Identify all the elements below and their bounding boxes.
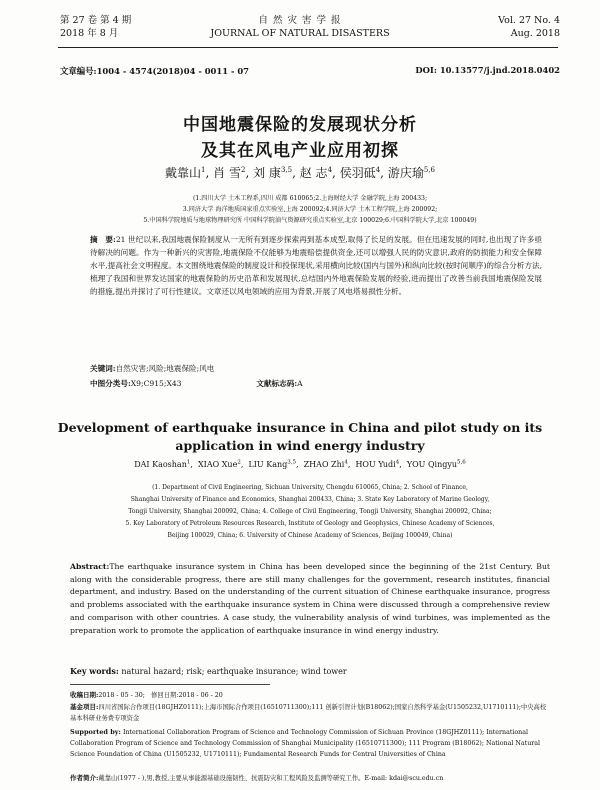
footnote-supported: Supported by: International Collaboration Program of Science and Technology Commission of Sichuan Province (18GJHZ0111); International Collaboration Program of Science and Technology Commission of Shanghai Municipality (16510711300); 111 Program (B18062); National Natural Science Foundation of China (U1505232, U1710111); Fundamental Research Funds for Central Universities of China — [70, 728, 541, 759]
abstract-cn-label: 摘 要: — [90, 235, 116, 244]
doc-code-value: A — [297, 379, 303, 388]
author-cn: 刘 康$^{3,5}$, — [253, 166, 296, 180]
affiliation-cn-line: (1.四川大学 土木工程系,四川 成都 610065;2.上海财经大学 金融学院,上海 200433; — [192, 195, 428, 202]
keywords-cn — [90, 362, 542, 375]
affiliation-en-line: Tongji University, Shanghai 200092, China; 4. College of Civil Engineering, Tongji University, Shanghai 200092, China; — [128, 508, 492, 515]
abstract-en-text: The earthquake insurance system in China has been developed since the beginning of the 21st Century. But along with the considerable progress, there are still many challenges for the government, research institutes, financial department, and industry. Based on the understanding of the current situation of Chinese earthquake insurance, progress and problems associated with the earthquake insurance system in China were discussed through a comprehensive review and comparison with other countries. A case study, the vulnerability analysis of wind turbines, was implemented as the preparation work to promote the application of earthquake insurance in wind energy industry. — [70, 562, 550, 635]
author-en: XIAO Xue$^2$, — [197, 459, 244, 469]
affiliation-cn-line: 3.同济大学 海洋地质国家重点实验室,上海 200092;4.同济大学 土木工程学院,上海 200092; — [182, 206, 438, 213]
title-en-line2: application in wind energy industry — [175, 438, 425, 453]
author-en: ZHAO Zhi$^4$, — [303, 459, 351, 469]
doi: DOI: 10.13577/j.jnd.2018.0402 — [415, 65, 560, 75]
title-en-line1: Development of earthquake insurance in China and pilot study on its — [57, 420, 543, 435]
abstract-cn-text: 21 世纪以来,我国地震保险制度从一无所有到逐步探索再到基本成型,取得了长足的发展。但在迅速发展的同时,也出现了许多亟待解决的问题。作为一种新兴的灾害险,地震保险不仅能够为地震赔偿提供资金,还可以增强人民的防灾意识,政府的防损能力和安全保障水平,提高社会文明程度。本文围绕地震保险的制度设计和投保现状,采用横向比较(国内与国外)和纵向比较(按时间顺序)的综合分析方法,梳理了我国和世界发达国家的地震保险的历史沿革和发展现状,总结国内外地震保险发展的经验,进而提出了改善当前我国地震保险发展的措施,提出并探讨了可行性建议。文章还以风电领域的应用为背景,开展了风电塔易损性分析。 — [90, 235, 543, 296]
footnote-rule — [70, 684, 270, 685]
affiliation-en-line: (1. Department of Civil Engineering, Sichuan University, Chengdu 610065, China; 2. School of Finance, — [152, 484, 468, 491]
title-cn-line2: 及其在风电产业应用初探 — [201, 141, 399, 161]
affiliation-en-line: Shanghai University of Finance and Economics, Shanghai 200433, China; 3. State Key Laboratory of Marine Geology, — [130, 496, 490, 503]
header-volume-en: Vol. 27 No. 4 — [498, 15, 560, 26]
clc-label: 中图分类号: — [90, 379, 131, 388]
header-volume-cn: 第 27 卷 第 4 期 — [60, 15, 132, 26]
affiliations-en — [95, 482, 525, 542]
affiliation-en-line: 5. Key Laboratory of Petroleum Resources Research, Institute of Geology and Geophysics, Chinese Academy of Sciences, — [125, 520, 495, 527]
affiliations-cn — [70, 193, 550, 226]
header-date-en: Aug. 2018 — [510, 28, 560, 39]
author-cn: 戴靠山$^1$, — [165, 166, 210, 180]
clc-value: X9;C915;X43 — [130, 379, 182, 388]
header-journal-en: JOURNAL OF NATURAL DISASTERS — [210, 28, 390, 39]
author-cn: 肖 雪$^2$, — [213, 166, 250, 180]
header-date-cn: 2018 年 8 月 — [60, 28, 119, 39]
article-id: 文章编号:1004 - 4574(2018)04 - 0011 - 07 — [60, 66, 249, 76]
header-journal-cn: 自 然 灾 害 学 报 — [258, 15, 342, 26]
keywords-cn-label: 关键词: — [90, 364, 116, 373]
header-issue-en — [498, 14, 560, 40]
author-cn: 侯羽砥$^4$, — [339, 166, 384, 180]
classification-cn — [90, 377, 542, 390]
author-cn: 游庆瑜$^{5,6}$ — [387, 166, 435, 180]
keywords-en — [70, 666, 550, 676]
author-en: HOU Yudi$^4$, — [355, 459, 402, 469]
author-en: DAI Kaoshan$^1$, — [134, 459, 193, 469]
keywords-cn-text: 自然灾害;风险;地震保险;风电 — [115, 364, 215, 373]
abstract-en — [70, 561, 550, 637]
header-rule — [58, 47, 558, 48]
keywords-en-text: natural hazard; risk; earthquake insurance; wind tower — [121, 667, 347, 676]
footnote-author: 作者简介:戴靠山(1977 - ),男,教授,主要从事能源基础设施韧性、抗震防灾和工程风险及监测等研究工作。E-mail: kdai@scu.edu.cn — [70, 774, 444, 782]
abstract-cn — [90, 233, 542, 298]
title-cn-line1: 中国地震保险的发展现状分析 — [183, 115, 417, 135]
author-cn: 赵 志$^4$, — [299, 166, 336, 180]
abstract-en-label: Abstract: — [70, 562, 110, 571]
footnote-fund: 基金项目:四川省国际合作项目(18GJHZ0111);上海市国际合作项目(16510711300);111 创新引智计划(B18062);国家自然科学基金(U1505232,U1710111);中央高校基本科研业务费专项资金 — [70, 703, 547, 723]
authors-en — [0, 459, 600, 469]
affiliation-cn-line: 5.中国科学院地质与地球物理研究所 中国科学院油气资源研究重点实验室,北京 100029;6.中国科学院大学,北京 100049) — [143, 217, 477, 224]
author-en: LIU Kang$^{3,5}$, — [248, 459, 299, 469]
keywords-en-label: Key words: — [70, 666, 119, 676]
author-en: YOU Qingyu$^{5,6}$ — [406, 459, 466, 469]
footnote-received: 收稿日期:2018 - 05 - 30; 修回日期:2018 - 06 - 20 — [70, 691, 223, 699]
affiliation-en-line: Beijing 100029, China; 6. University of Chinese Academy of Sciences, Beijing 100049, China) — [167, 532, 453, 539]
doc-code-label: 文献标志码: — [256, 379, 298, 388]
authors-cn — [0, 164, 600, 181]
